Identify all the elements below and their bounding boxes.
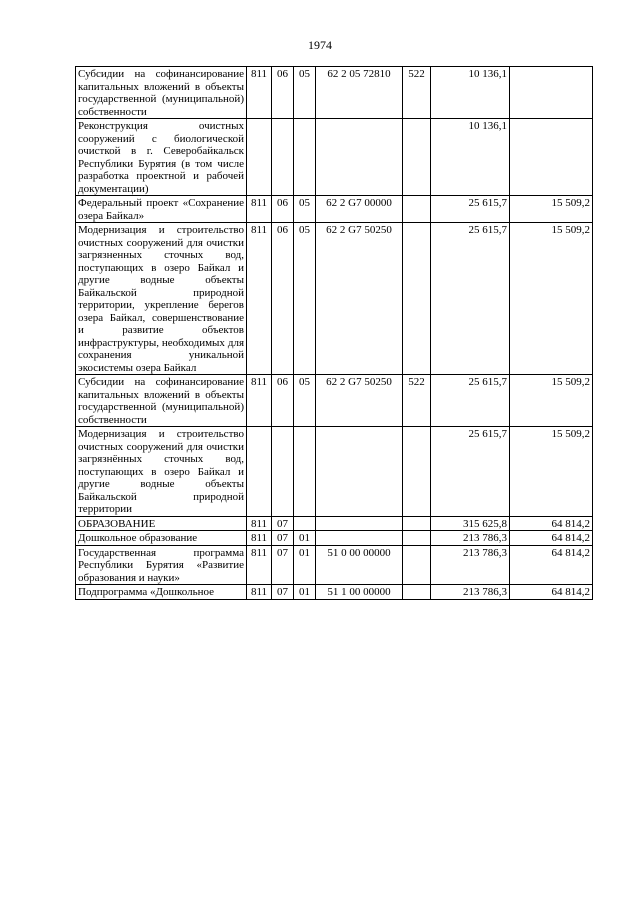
ministry-code: 811 bbox=[247, 223, 272, 375]
target-article-code: 51 1 00 00000 bbox=[316, 585, 403, 600]
section-code: 06 bbox=[272, 196, 294, 223]
amount-second bbox=[510, 67, 593, 119]
subsection-code: 01 bbox=[294, 531, 316, 546]
row-name: Субсидии на софинансирование капитальных вложений в объекты государственной (муниципальной) собственности bbox=[76, 375, 247, 427]
target-article-code: 62 2 G7 50250 bbox=[316, 223, 403, 375]
target-article-code: 51 0 00 00000 bbox=[316, 545, 403, 585]
subsection-code bbox=[294, 427, 316, 517]
target-article-code: 62 2 G7 00000 bbox=[316, 196, 403, 223]
subsection-code: 01 bbox=[294, 585, 316, 600]
expense-type-code bbox=[403, 223, 431, 375]
section-code: 06 bbox=[272, 375, 294, 427]
section-code: 07 bbox=[272, 545, 294, 585]
row-name: Федеральный проект «Сохранение озера Байкал» bbox=[76, 196, 247, 223]
row-name: Субсидии на софинансирование капитальных вложений в объекты государственной (муниципальной) собственности bbox=[76, 67, 247, 119]
subsection-code: 05 bbox=[294, 67, 316, 119]
amount-first: 213 786,3 bbox=[431, 531, 510, 546]
table-row bbox=[76, 531, 593, 546]
table-row bbox=[76, 119, 593, 196]
target-article-code bbox=[316, 516, 403, 531]
ministry-code bbox=[247, 119, 272, 196]
subsection-code: 05 bbox=[294, 196, 316, 223]
amount-first: 213 786,3 bbox=[431, 545, 510, 585]
table-row bbox=[76, 375, 593, 427]
budget-table bbox=[75, 66, 593, 600]
section-code: 07 bbox=[272, 531, 294, 546]
amount-first: 25 615,7 bbox=[431, 375, 510, 427]
expense-type-code: 522 bbox=[403, 67, 431, 119]
target-article-code: 62 2 G7 50250 bbox=[316, 375, 403, 427]
table-row bbox=[76, 427, 593, 517]
subsection-code: 05 bbox=[294, 375, 316, 427]
amount-first: 25 615,7 bbox=[431, 196, 510, 223]
expense-type-code: 522 bbox=[403, 375, 431, 427]
row-name: Модернизация и строительство очистных сооружений для очистки загрязненных сточных вод, поступающих в озеро Байкал и другие водные объекты Байкальской природной территории, укрепление берегов озера Байкал, совершенствование и развитие объектов инфраструктуры, необходимых для сохранения уникальной экосистемы озера Байкал bbox=[76, 223, 247, 375]
amount-second: 15 509,2 bbox=[510, 196, 593, 223]
subsection-code: 01 bbox=[294, 545, 316, 585]
ministry-code: 811 bbox=[247, 585, 272, 600]
table-row bbox=[76, 516, 593, 531]
target-article-code bbox=[316, 119, 403, 196]
subsection-code bbox=[294, 119, 316, 196]
ministry-code bbox=[247, 427, 272, 517]
target-article-code: 62 2 05 72810 bbox=[316, 67, 403, 119]
subsection-code bbox=[294, 516, 316, 531]
amount-first: 25 615,7 bbox=[431, 427, 510, 517]
amount-first: 213 786,3 bbox=[431, 585, 510, 600]
expense-type-code bbox=[403, 516, 431, 531]
amount-second bbox=[510, 119, 593, 196]
section-code: 07 bbox=[272, 585, 294, 600]
target-article-code bbox=[316, 531, 403, 546]
table-row bbox=[76, 545, 593, 585]
table-row bbox=[76, 196, 593, 223]
amount-second: 64 814,2 bbox=[510, 516, 593, 531]
ministry-code: 811 bbox=[247, 516, 272, 531]
expense-type-code bbox=[403, 545, 431, 585]
table-row bbox=[76, 585, 593, 600]
ministry-code: 811 bbox=[247, 67, 272, 119]
row-name: Реконструкция очистных сооружений с биологической очисткой в г. Северобайкальск Республики Бурятия (в том числе разработка проектной и рабочей документации) bbox=[76, 119, 247, 196]
subsection-code: 05 bbox=[294, 223, 316, 375]
section-code bbox=[272, 119, 294, 196]
amount-second: 64 814,2 bbox=[510, 545, 593, 585]
section-code bbox=[272, 427, 294, 517]
amount-second: 15 509,2 bbox=[510, 375, 593, 427]
ministry-code: 811 bbox=[247, 545, 272, 585]
amount-first: 10 136,1 bbox=[431, 119, 510, 196]
row-name: Подпрограмма «Дошкольное bbox=[76, 585, 247, 600]
expense-type-code bbox=[403, 427, 431, 517]
table-row bbox=[76, 223, 593, 375]
expense-type-code bbox=[403, 119, 431, 196]
row-name: ОБРАЗОВАНИЕ bbox=[76, 516, 247, 531]
section-code: 06 bbox=[272, 67, 294, 119]
amount-first: 25 615,7 bbox=[431, 223, 510, 375]
row-name: Дошкольное образование bbox=[76, 531, 247, 546]
expense-type-code bbox=[403, 585, 431, 600]
row-name: Государственная программа Республики Бурятия «Развитие образования и науки» bbox=[76, 545, 247, 585]
ministry-code: 811 bbox=[247, 196, 272, 223]
page-number: 1974 bbox=[308, 38, 332, 52]
row-name: Модернизация и строительство очистных сооружений для очистки загрязнённых сточных вод, поступающих в озеро Байкал и другие водные объекты Байкальской природной территории bbox=[76, 427, 247, 517]
section-code: 06 bbox=[272, 223, 294, 375]
amount-second: 15 509,2 bbox=[510, 223, 593, 375]
expense-type-code bbox=[403, 196, 431, 223]
ministry-code: 811 bbox=[247, 375, 272, 427]
target-article-code bbox=[316, 427, 403, 517]
amount-second: 15 509,2 bbox=[510, 427, 593, 517]
section-code: 07 bbox=[272, 516, 294, 531]
amount-first: 315 625,8 bbox=[431, 516, 510, 531]
table-row bbox=[76, 67, 593, 119]
amount-first: 10 136,1 bbox=[431, 67, 510, 119]
amount-second: 64 814,2 bbox=[510, 531, 593, 546]
ministry-code: 811 bbox=[247, 531, 272, 546]
amount-second: 64 814,2 bbox=[510, 585, 593, 600]
expense-type-code bbox=[403, 531, 431, 546]
